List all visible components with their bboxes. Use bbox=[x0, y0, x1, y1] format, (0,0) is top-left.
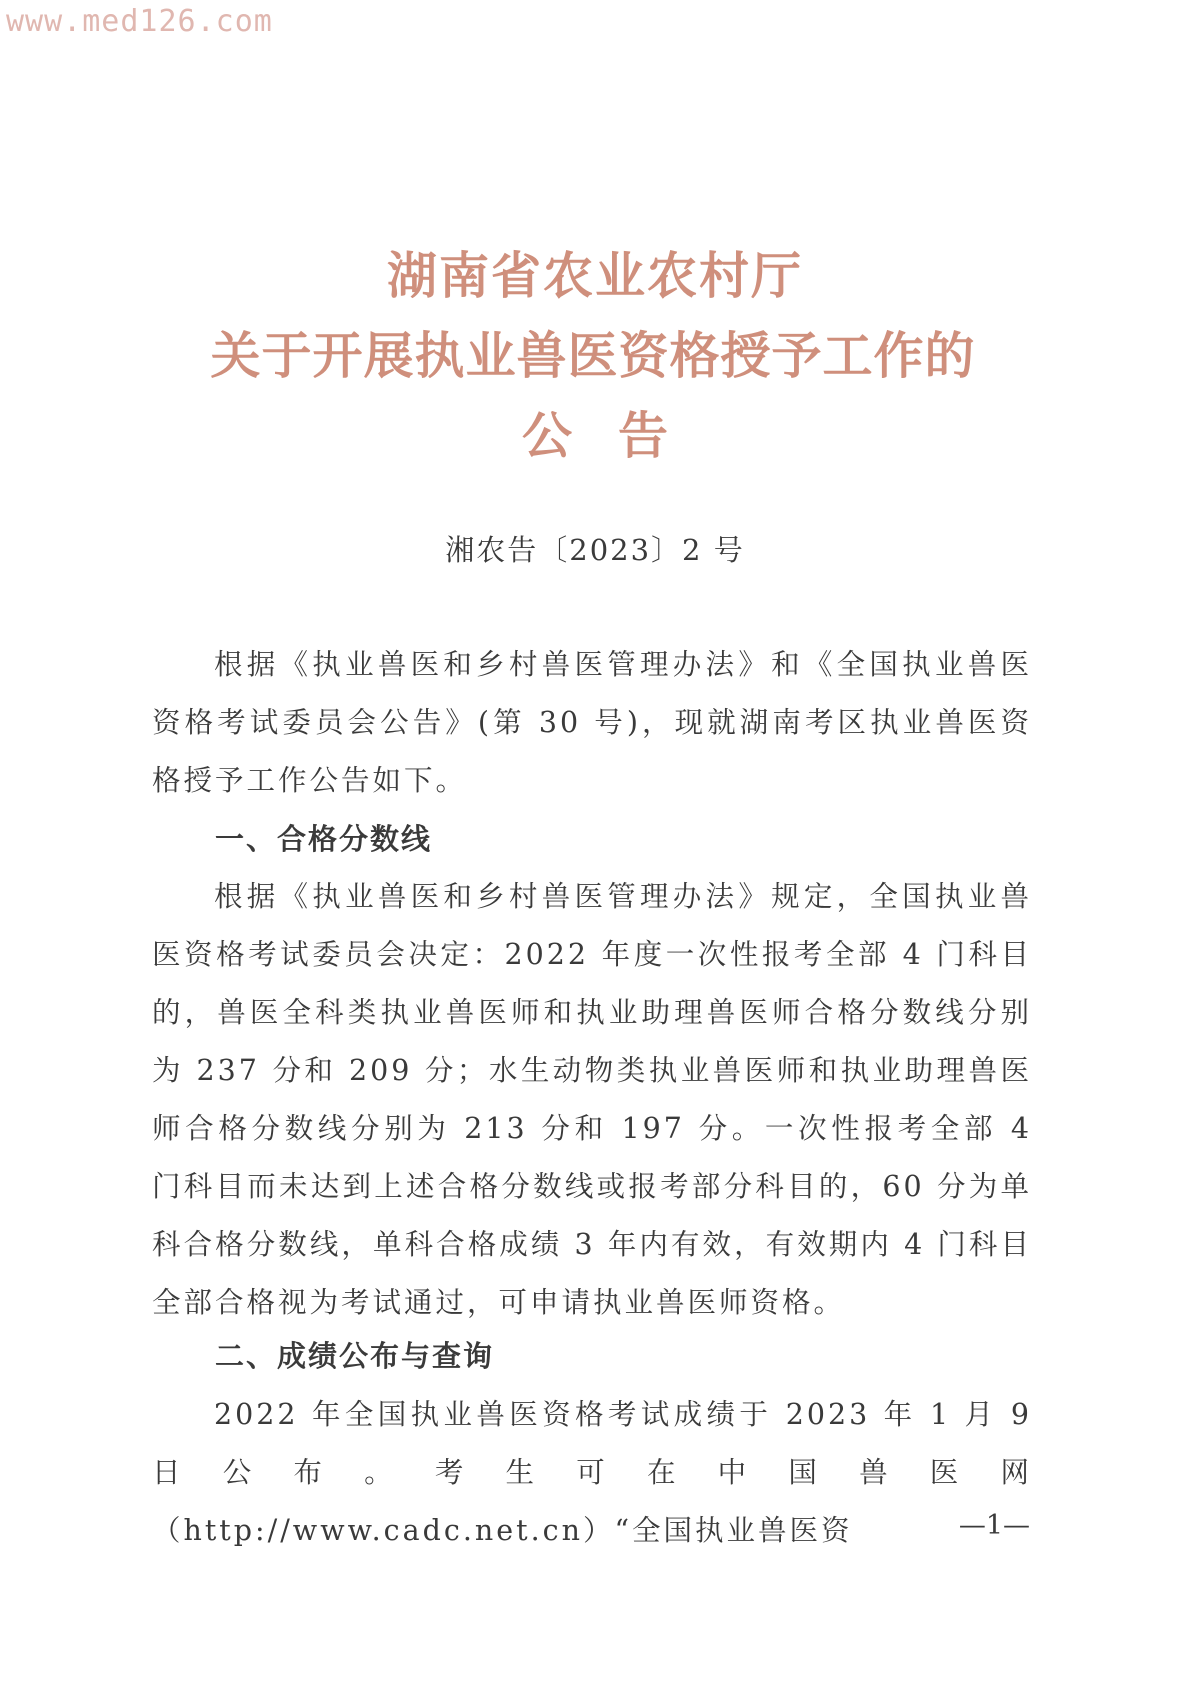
intro-paragraph: 根据《执业兽医和乡村兽医管理办法》和《全国执业兽医资格考试委员会公告》(第 30 号)，现就湖南考区执业兽医资格授予工作公告如下。 bbox=[152, 648, 1032, 797]
section-2-paragraph: 2022 年全国执业兽医资格考试成绩于 2023 年 1 月 9 日公布。考生可在中国兽医网（http://www.cadc.net.cn）“全国执业兽医资 bbox=[152, 1398, 1032, 1547]
section-2-heading: 二、成绩公布与查询 bbox=[215, 1339, 495, 1373]
title-line-1: 湖南省农业农村厅 bbox=[387, 247, 803, 305]
page-number: —1— bbox=[958, 1510, 1030, 1541]
section-1-heading: 一、合格分数线 bbox=[215, 822, 433, 856]
watermark-url: www.med126.com bbox=[6, 4, 273, 39]
section-1-paragraph: 根据《执业兽医和乡村兽医管理办法》规定，全国执业兽医资格考试委员会决定：2022 年度一次性报考全部 4 门科目的，兽医全科类执业兽医师和执业助理兽医师合格分数线分别为 237 分和 209 分；水生动物类执业兽医师和执业助理兽医师合格分数线分别为 213 分和 197 分。一次性报考全部 4 门科目而未达到上述合格分数线或报考部分科目的，60 分为单科合格分数线，单科合格成绩 3 年内有效，有效期内 4 门科目全部合格视为考试通过，可申请执业兽医师资格。 bbox=[152, 880, 1032, 1319]
document-number: 湘农告〔2023〕2 号 bbox=[445, 533, 745, 567]
title-line-3: 公告 bbox=[522, 407, 714, 465]
title-line-2: 关于开展执业兽医资格授予工作的 bbox=[210, 327, 976, 385]
